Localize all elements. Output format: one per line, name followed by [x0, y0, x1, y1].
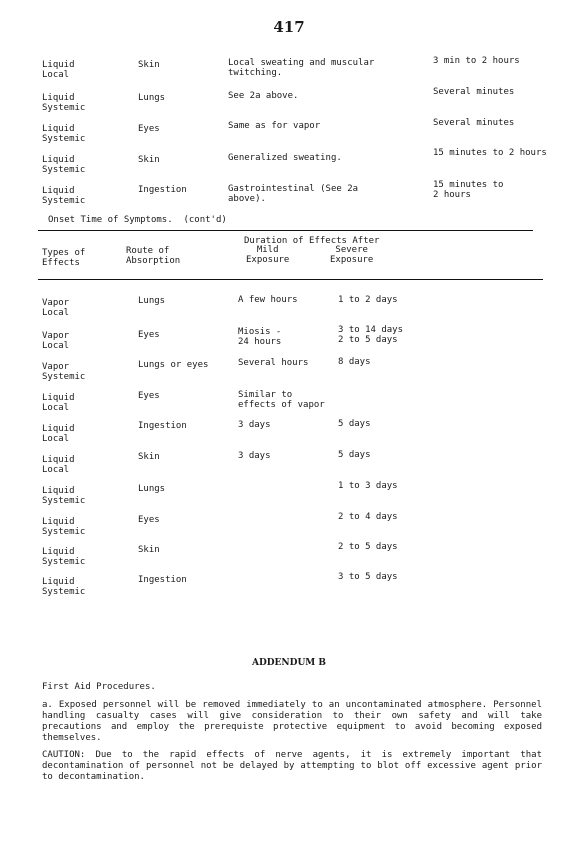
- table-row-onset: 15 minutes to 2 hours: [433, 148, 547, 158]
- table-row-severe: 1 to 2 days: [338, 295, 398, 305]
- table-row-type: Liquid Systemic: [42, 124, 86, 144]
- table-row-severe: 1 to 3 days: [338, 481, 398, 491]
- duration-title: Duration of Effects After: [244, 236, 380, 246]
- header-types: Types of Effects: [42, 248, 86, 268]
- table-row-severe: 8 days: [338, 357, 371, 367]
- table-row-effect: Same as for vapor: [228, 121, 321, 131]
- table-row-severe: 3 to 14 days 2 to 5 days: [338, 325, 404, 345]
- table-row-onset: Several minutes: [433, 118, 515, 128]
- first-aid-paragraph: a. Exposed personnel will be removed immediately to an uncontaminated atmosphere. Personnel handling casualty cases will give consideration to their own safety and will take precautions and employ the prerequiste protective equipment to avoid becoming exposed themselves.: [42, 700, 542, 743]
- table-row-route: Lungs: [138, 93, 166, 103]
- table-row-type: Vapor Local: [42, 298, 70, 318]
- table-row-route: Skin: [138, 452, 160, 462]
- table-row-route: Eyes: [138, 330, 160, 340]
- table-row-type: Liquid Local: [42, 455, 75, 475]
- table-row-severe: 3 to 5 days: [338, 572, 398, 582]
- table-row-severe: 5 days: [338, 419, 371, 429]
- table-row-severe: 5 days: [338, 450, 371, 460]
- table-row-route: Eyes: [138, 124, 160, 134]
- table-row-route: Skin: [138, 545, 160, 555]
- table-row-type: Vapor Local: [42, 331, 70, 351]
- header-bottom-rule: [38, 279, 543, 280]
- table-row-type: Liquid Systemic: [42, 517, 86, 537]
- table-row-onset: Several minutes: [433, 87, 515, 97]
- page-number: 417: [273, 18, 305, 36]
- table-row-type: Liquid Systemic: [42, 155, 86, 175]
- table-row-route: Skin: [138, 155, 160, 165]
- table-row-onset: 15 minutes to 2 hours: [433, 180, 504, 200]
- table-row-mild: 3 days: [238, 451, 271, 461]
- table-row-type: Liquid Systemic: [42, 186, 86, 206]
- header-mild: Mild Exposure: [246, 245, 290, 265]
- table-row-mild: Similar to effects of vapor: [238, 390, 325, 410]
- caution-paragraph: CAUTION: Due to the rapid effects of nerve agents, it is extremely important that decontamination of personnel not be delayed by attempting to blot off excessive agent prior to decontamination.: [42, 750, 542, 782]
- table-row-route: Eyes: [138, 391, 160, 401]
- table-row-mild: A few hours: [238, 295, 298, 305]
- table-row-effect: Gastrointestinal (See 2a above).: [228, 184, 359, 204]
- table-row-type: Liquid Local: [42, 393, 75, 413]
- table-row-type: Liquid Systemic: [42, 93, 86, 113]
- table-row-effect: See 2a above.: [228, 91, 299, 101]
- header-route: Route of Absorption: [126, 246, 181, 266]
- table-row-type: Vapor Systemic: [42, 362, 86, 382]
- table-row-route: Lungs: [138, 296, 166, 306]
- table-row-route: Lungs: [138, 484, 166, 494]
- table-row-type: Liquid Local: [42, 424, 75, 444]
- table-row-mild: Several hours: [238, 358, 309, 368]
- table-row-mild: 3 days: [238, 420, 271, 430]
- addendum-title: ADDENDUM B: [251, 658, 327, 668]
- table-row-route: Ingestion: [138, 421, 187, 431]
- header-top-rule: [38, 230, 533, 231]
- table-row-type: Liquid Systemic: [42, 486, 86, 506]
- table-row-severe: 2 to 5 days: [338, 542, 398, 552]
- table-row-onset: 3 min to 2 hours: [433, 56, 520, 66]
- table-row-route: Eyes: [138, 515, 160, 525]
- table-row-route: Ingestion: [138, 185, 187, 195]
- table-row-type: Liquid Systemic: [42, 547, 86, 567]
- table-row-route: Lungs or eyes: [138, 360, 209, 370]
- header-severe: Severe Exposure: [330, 245, 374, 265]
- table-row-type: Liquid Systemic: [42, 577, 86, 597]
- table-row-type: Liquid Local: [42, 60, 75, 80]
- table-row-effect: Local sweating and muscular twitching.: [228, 58, 375, 78]
- table-row-severe: 2 to 4 days: [338, 512, 398, 522]
- table-row-route: Ingestion: [138, 575, 187, 585]
- table-row-route: Skin: [138, 60, 160, 70]
- table-row-mild: Miosis - 24 hours: [238, 327, 282, 347]
- addendum-subtitle: First Aid Procedures.: [42, 682, 156, 692]
- section-title: Onset Time of Symptoms. (cont'd): [48, 215, 227, 225]
- table-row-effect: Generalized sweating.: [228, 153, 342, 163]
